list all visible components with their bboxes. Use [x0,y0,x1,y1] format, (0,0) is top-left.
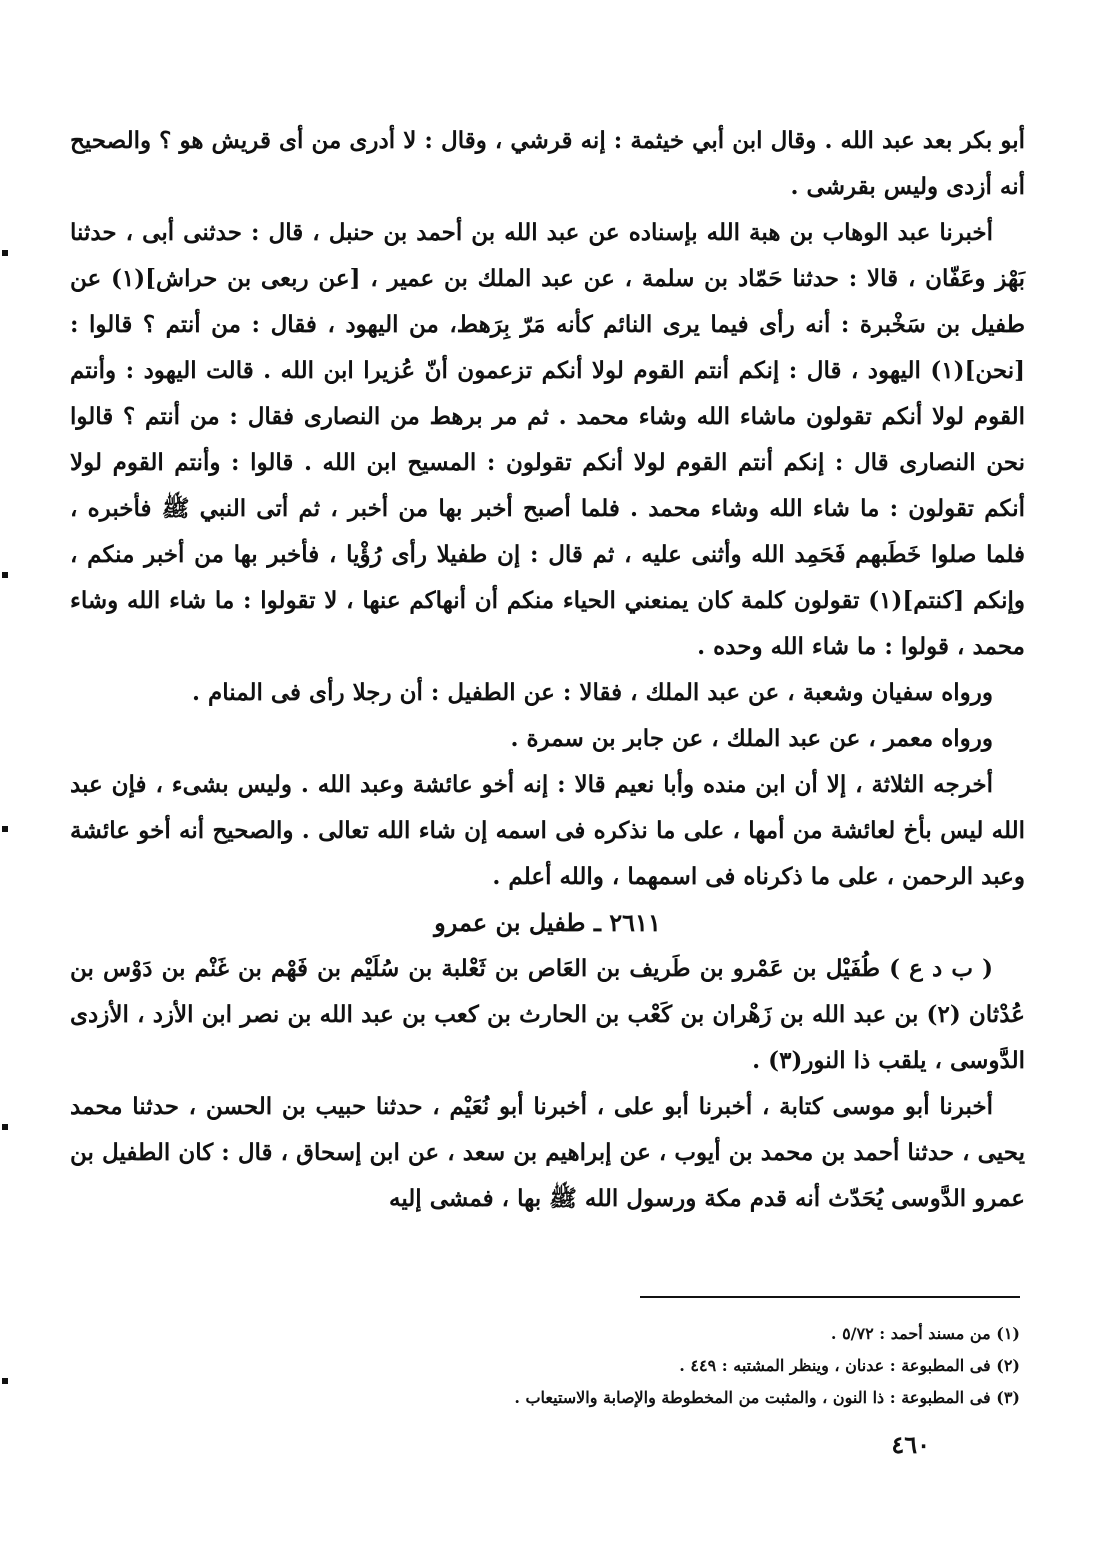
paragraph-3: ورواه سفيان وشعبة ، عن عبد الملك ، فقالا : عن الطفيل : أن رجلا رأى فى المنام . [191,679,993,706]
margin-mark [2,1124,8,1130]
main-text [70,118,1025,1222]
footnote-2: (٢) فى المطبوعة : عدنان ، وينظر المشتبه : ٤٤٩ . [679,1356,1020,1375]
entry-heading: ٢٦١١ ـ طفيل بن عمرو [434,908,661,937]
paragraph-7: أخبرنا أبو موسى كتابة ، أخبرنا أبو على ، أخبرنا أبو نُعَيْم ، حدثنا حبيب بن الحسن ، حدثنا محمد يحيى ، حدثنا أحمد بن محمد بن أيوب ، عن إبراهيم بن سعد ، عن ابن إسحاق ، قال : كان الطفيل بن عمرو الدَّوسى يُحَدّث أنه قدم مكة ورسول الله ﷺ بها ، فمشى إليه [70,1093,1025,1212]
margin-mark [2,826,8,832]
paragraph-4: ورواه معمر ، عن عبد الملك ، عن جابر بن سمرة . [510,725,993,752]
margin-mark [2,250,8,256]
page-number: ٤٦٠ [891,1430,930,1459]
footnote-divider [640,1296,1020,1298]
paragraph-5: أخرجه الثلاثة ، إلا أن ابن منده وأبا نعيم قالا : إنه أخو عائشة وعبد الله . وليس بشىء ، فإن عبد الله ليس بأخ لعائشة من أمها ، على ما نذكره فى اسمه إن شاء الله تعالى . والصحيح أنه أخو عائشة وعبد الرحمن ، على ما ذكرناه فى اسمهما ، والله أعلم . [70,771,1025,890]
paragraph-2: أخبرنا عبد الوهاب بن هبة الله بإسناده عن عبد الله بن أحمد بن حنبل ، قال : حدثنى أبى ، حدثنا بَهْز وعَفّان ، قالا : حدثنا حَمّاد بن سلمة ، عن عبد الملك بن عمير ، [عن ربعى بن حراش](١) عن طفيل بن سَخْبرة : أنه رأى فيما يرى النائم كأنه مَرّ بِرَهط، من اليهود ، فقال : من أنتم ؟ قالوا : [نحن](١) اليهود ، قال : إنكم أنتم القوم لولا أنكم تزعمون أنّ عُزيرا ابن الله . قالت اليهود : وأنتم القوم لولا أنكم تقولون ماشاء الله وشاء محمد . ثم مر برهط من النصارى فقال : من أنتم ؟ قالوا نحن النصارى قال : إنكم أنتم القوم لولا أنكم تقولون : المسيح ابن الله . قالوا : وأنتم القوم لولا أنكم تقولون : ما شاء الله وشاء محمد . فلما أصبح أخبر بها من أخبر ، ثم أتى النبي ﷺ فأخبره ، فلما صلوا خَطَبهم فَحَمِد الله وأثنى عليه ، ثم قال : إن طفيلا رأى رُؤْيا ، فأخبر بها من أخبر منكم ، وإنكم [كنتم](١) تقولون كلمة كان يمنعني الحياء منكم أن أنهاكم عنها ، لا تقولوا : ما شاء الله وشاء محمد ، قولوا : ما شاء الله وحده . [70,219,1025,660]
margin-mark [2,1378,8,1384]
footnotes [420,1318,1020,1414]
paragraph-1: أبو بكر بعد عبد الله . وقال ابن أبي خيثمة : إنه قرشي ، وقال : لا أدرى من أى قريش هو ؟ والصحيح أنه أزدى وليس بقرشى . [70,127,1025,200]
footnote-3: (٣) فى المطبوعة : ذا النون ، والمثبت من المخطوطة والإصابة والاستيعاب . [514,1388,1020,1407]
paragraph-6: ( ب د ع ) طُفَيْل بن عَمْرو بن طَريف بن العَاص بن ثَعْلبة بن سُلَيْم بن فَهْم بن غَنْم بن دَوْس بن عُدْثان (٢) بن عبد الله بن زَهْران بن كَعْب بن الحارث بن كعب بن عبد الله بن نصر ابن الأزد ، الأزدى الدَّوسى ، يلقب ذا النور(٣) . [70,955,1025,1074]
footnote-1: (١) من مسند أحمد : ٥/٧٢ . [830,1324,1020,1343]
margin-mark [2,572,8,578]
